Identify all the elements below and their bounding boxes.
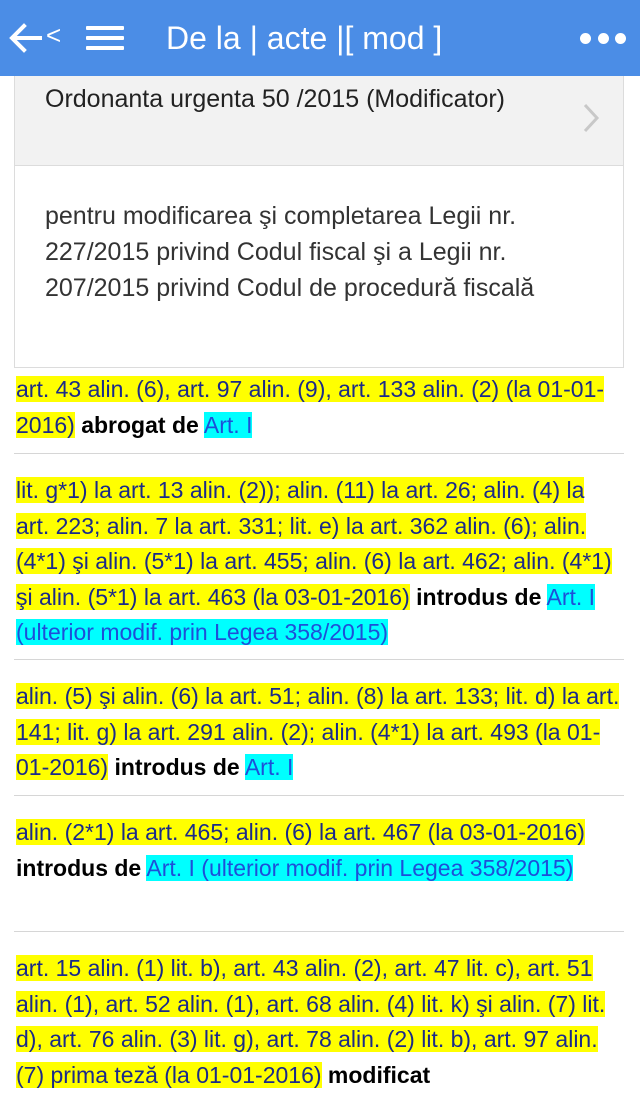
act-description-box [14,166,624,368]
entry-action: introdus de [114,754,240,780]
hamburger-menu-icon[interactable] [86,22,126,54]
entry-text: art. 15 alin. (1) lit. b), art. 43 alin. (2), art. 47 lit. c), art. 51 alin. (1), art. 52 alin. (1), art. 68 alin. (4) lit. k) şi alin. (7) lit. d), art. 76 alin. (3) lit. g), art. 78 alin. (2) lit. b), art. 97 alin. (7) prima teză (la 01-01-2016) [16,955,606,1088]
more-dots-icon[interactable] [580,28,626,48]
entry-text: art. 43 alin. (6), art. 97 alin. (9), art. 133 alin. (2) (la 01-01-2016) [16,376,605,438]
act-title: Ordonanta urgenta 50 /2015 (Modificator) [45,85,505,113]
entry-link[interactable]: Art. I [203,411,253,438]
list-item[interactable] [14,454,624,660]
act-detail-list[interactable] [0,76,640,1096]
act-description: pentru modificarea şi completarea Legii nr. 227/2015 privind Codul fiscal şi a Legii nr. 207/2015 privind Codul de procedură fiscală [45,202,535,302]
list-item[interactable] [14,932,624,1096]
chevron-right-icon [581,102,601,134]
entry-action: introdus de [16,854,142,881]
page-title: De la | acte |[ mod ] [166,20,443,56]
list-item[interactable] [14,660,624,796]
act-header[interactable] [14,76,624,166]
back-label: < [46,20,62,50]
entry-text: lit. g*1) la art. 13 alin. (2)); alin. (11) la art. 26; alin. (4) la art. 223; alin. 7 la art. 331; lit. e) la art. 362 alin. (6); alin. (4*1) şi alin. (5*1) la art. 455; alin. (6) la art. 462; alin. (4*1) şi alin. (5*1) la art. 463 (la 03-01-2016) [16,477,612,610]
entry-link[interactable]: Art. I (ulterior modif. prin Legea 358/2015) [146,854,574,881]
app-bar [0,0,640,76]
entry-action: modificat [327,1061,431,1088]
list-item[interactable] [14,368,624,454]
arrow-left-icon [8,23,42,53]
entry-link[interactable]: Art. I [244,754,294,780]
entry-text: alin. (5) şi alin. (6) la art. 51; alin. (8) la art. 133; lit. d) la art. 141; lit. g) la art. 291 alin. (2); alin. (4*1) la art. 493 (la 01-01-2016) [16,683,620,780]
list-item[interactable] [14,796,624,932]
entry-action: introdus de [416,583,542,610]
entry-action: abrogat de [81,411,199,438]
entry-text: alin. (2*1) la art. 465; alin. (6) la art. 467 (la 03-01-2016) [16,819,585,845]
back-button[interactable] [8,18,72,58]
entry-link[interactable]: Art. I (ulterior modif. prin Legea 358/2015) [16,583,596,645]
